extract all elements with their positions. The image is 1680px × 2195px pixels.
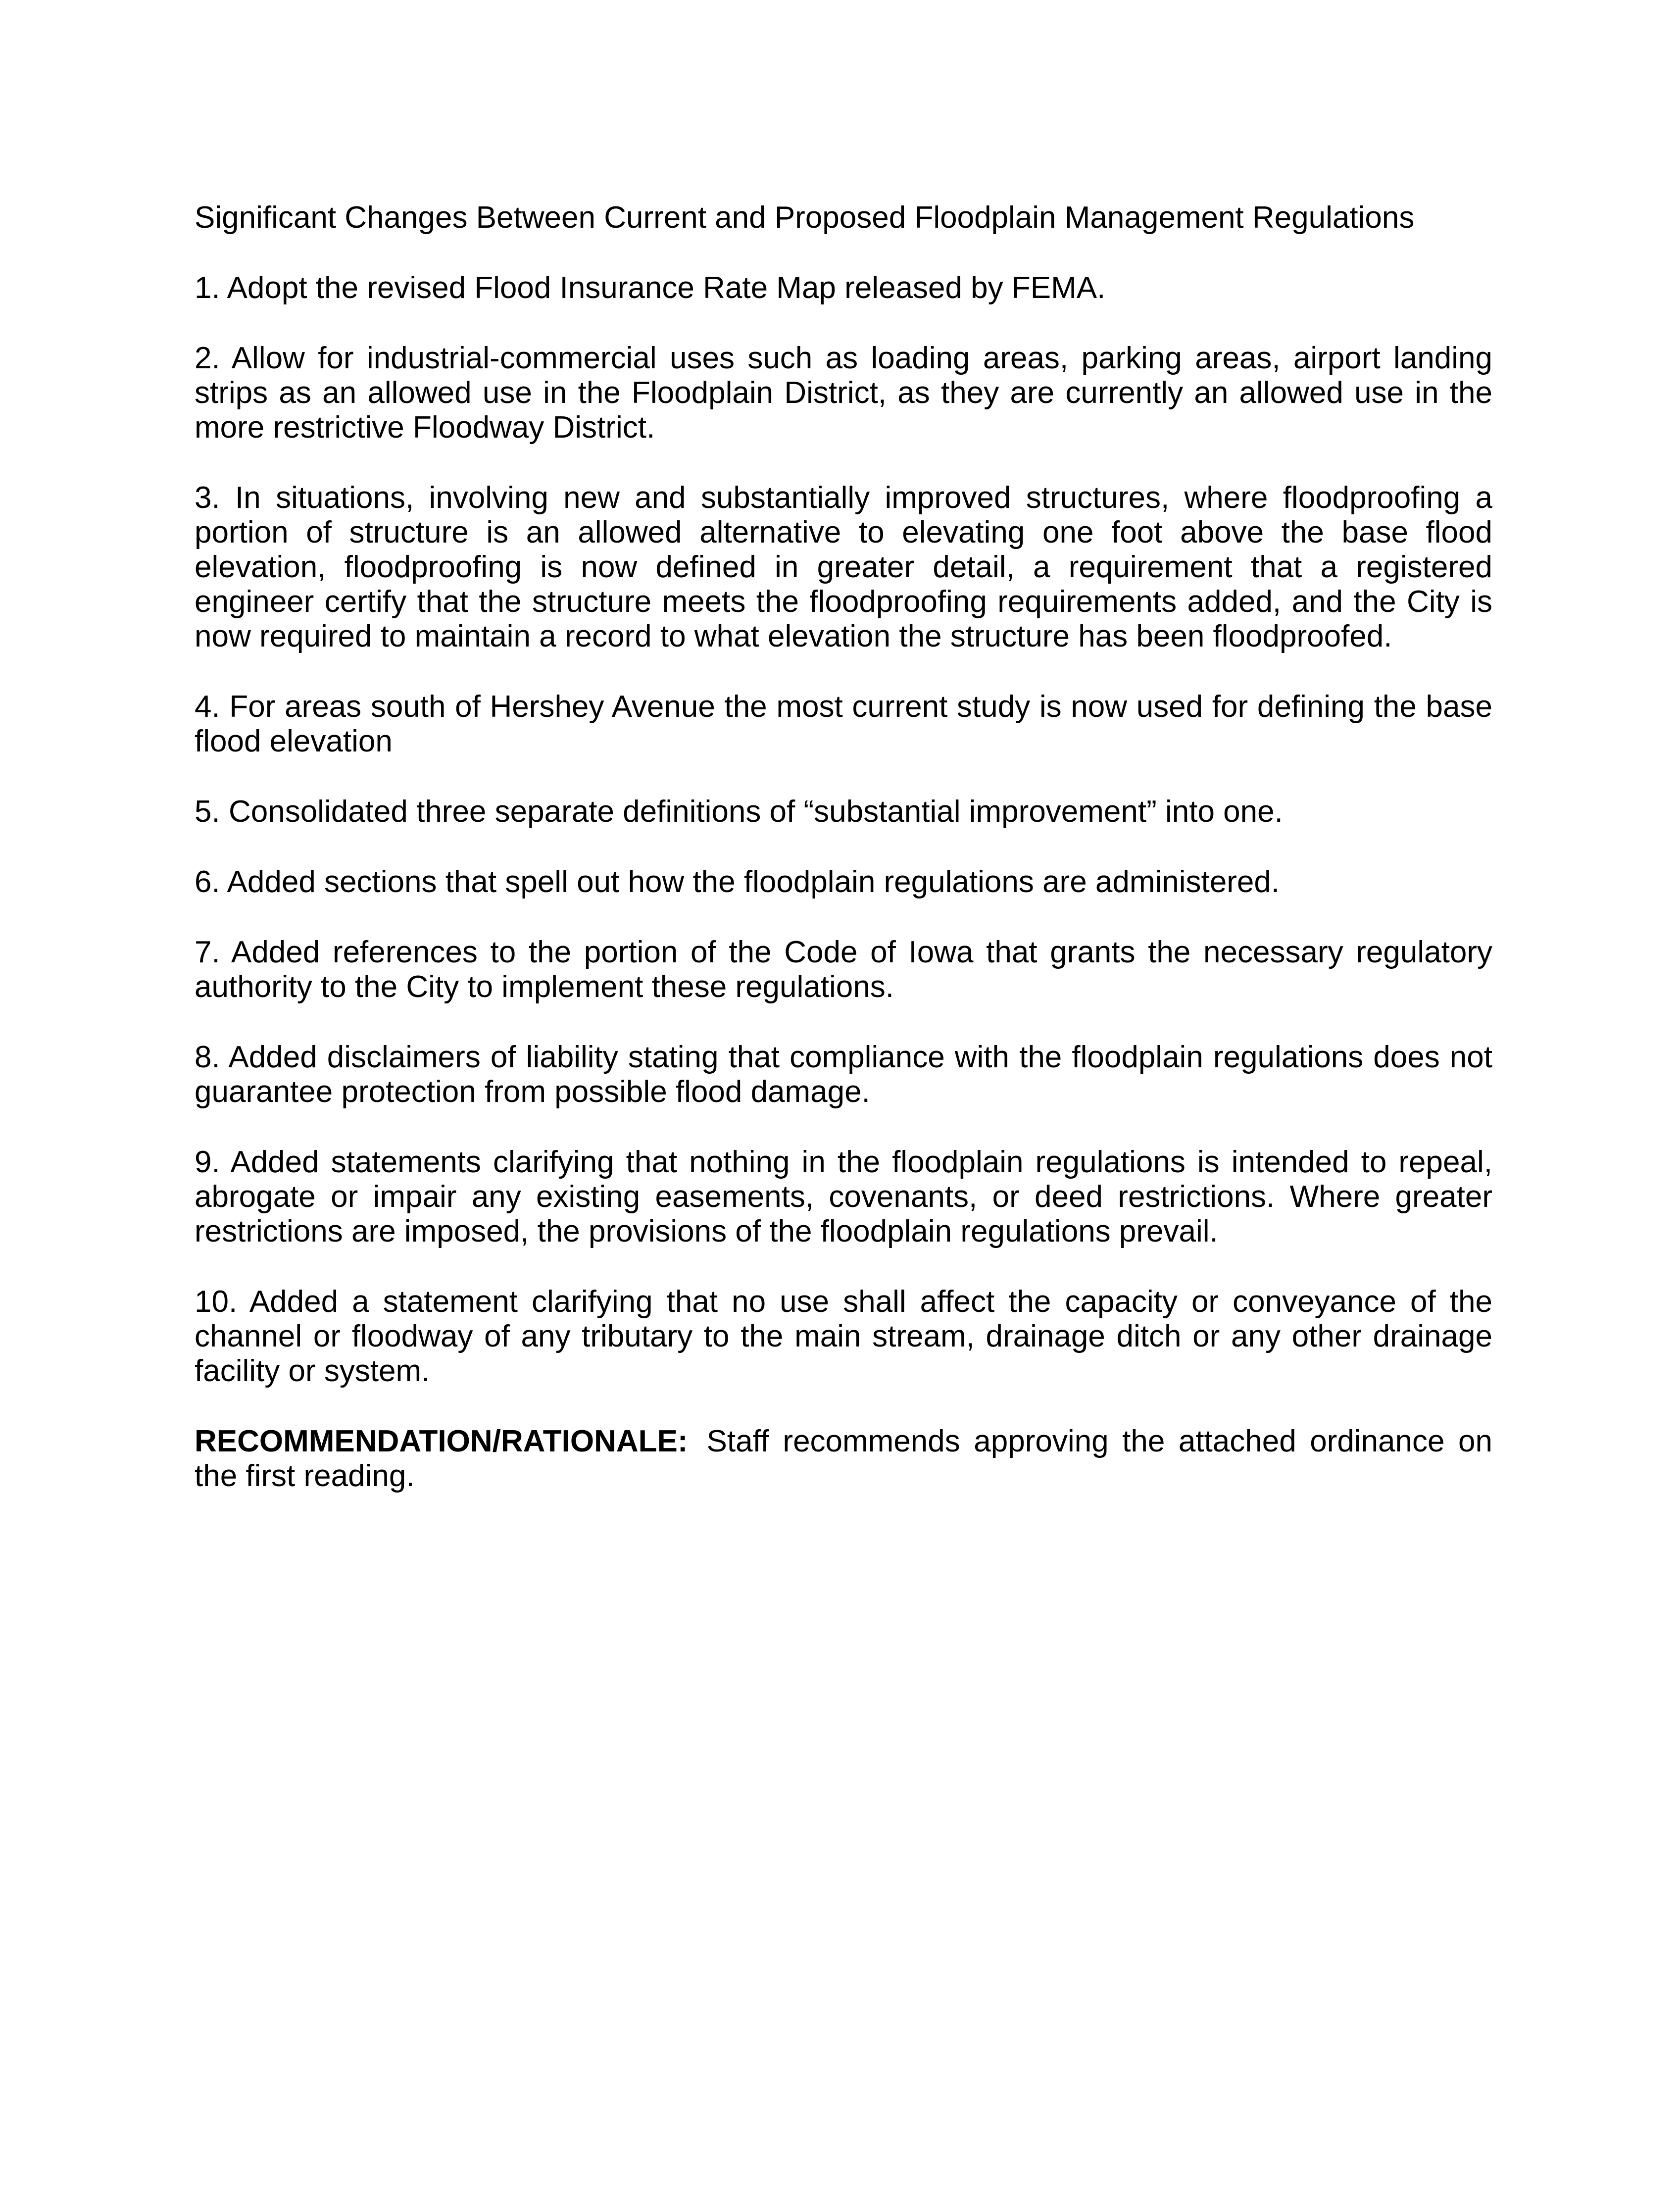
list-item [195, 271, 1492, 305]
list-item [195, 1145, 1492, 1249]
item-text: Added disclaimers of liability stating that compliance with the floodplain regulations does not guarantee protection from possible flood damage. [195, 1040, 1492, 1109]
item-number: 2. [195, 341, 220, 375]
item-text: Added a statement clarifying that no use shall affect the capacity or conveyance of the channel or floodway of any tributary to the main stream, drainage ditch or any other drainage facility or system. [195, 1285, 1492, 1388]
list-item [195, 795, 1492, 829]
list-item [195, 341, 1492, 445]
list-item [195, 690, 1492, 759]
list-item [195, 1285, 1492, 1389]
item-text: Added references to the portion of the Code of Iowa that grants the necessary regulatory authority to the City to implement these regulations. [195, 935, 1492, 1004]
item-number: 7. [195, 935, 220, 969]
document-title: Significant Changes Between Current and Proposed Floodplain Management Regulations [195, 200, 1415, 235]
item-text: In situations, involving new and substantially improved structures, where floodproofing a portion of structure is an allowed alternative to elevating one foot above the base flood elevation, floodproofing is now defined in greater detail, a requirement that a registered engineer certify that the structure meets the floodproofing requirements added, and the City is now required to maintain a record to what elevation the structure has been floodproofed. [195, 481, 1492, 653]
item-text: For areas south of Hershey Avenue the most current study is now used for defining the base flood elevation [195, 690, 1492, 758]
item-number: 5. [195, 795, 220, 829]
recommendation [195, 1424, 1492, 1494]
list-item [195, 1040, 1492, 1109]
item-text: Adopt the revised Flood Insurance Rate Map released by FEMA. [227, 271, 1106, 305]
item-text: Added statements clarifying that nothing in the floodplain regulations is intended to repeal, abrogate or impair any existing easements, covenants, or deed restrictions. Where greater restrictions are imposed, the provisions of the floodplain regulations prevail. [195, 1145, 1492, 1248]
item-number: 10. [195, 1285, 238, 1319]
item-number: 6. [195, 865, 220, 899]
item-text: Consolidated three separate definitions of “substantial improvement” into one. [228, 795, 1283, 829]
item-number: 3. [195, 481, 220, 515]
document-page [195, 200, 1492, 1494]
recommendation-text: Staff recommends approving the attached ordinance on the first reading. [195, 1424, 1492, 1493]
item-text: Added sections that spell out how the floodplain regulations are administered. [227, 865, 1280, 899]
item-number: 4. [195, 690, 220, 724]
recommendation-label: RECOMMENDATION/RATIONALE: [195, 1424, 688, 1458]
item-number: 8. [195, 1040, 220, 1074]
list-item [195, 935, 1492, 1004]
item-text: Allow for industrial-commercial uses such as loading areas, parking areas, airport landing strips as an allowed use in the Floodplain District, as they are currently an allowed use in the more restrictive Floodway District. [195, 341, 1492, 445]
list-item [195, 865, 1492, 899]
list-item [195, 481, 1492, 654]
item-number: 1. [195, 271, 220, 305]
item-number: 9. [195, 1145, 220, 1179]
